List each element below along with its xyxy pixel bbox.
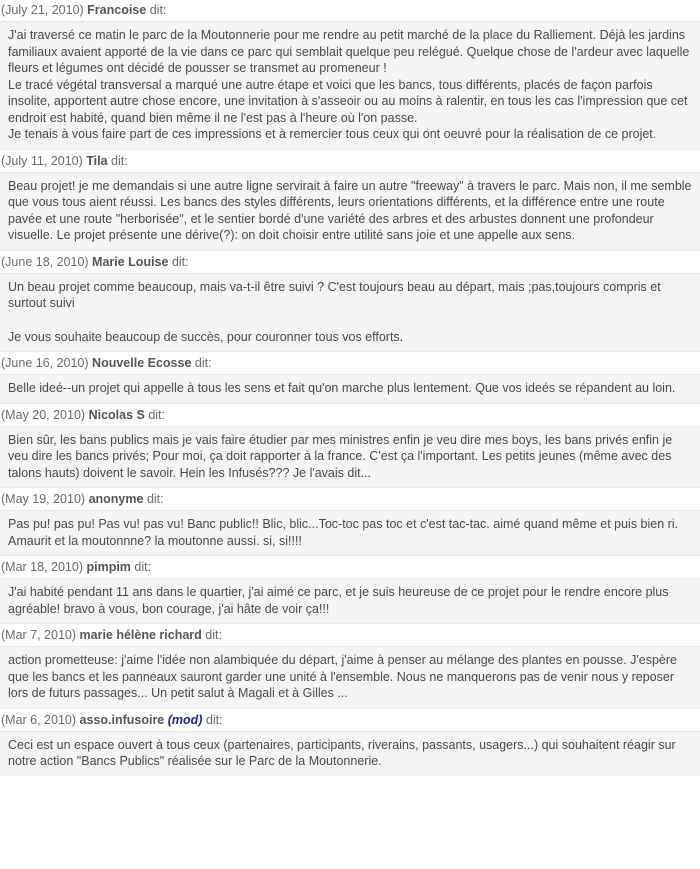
comment-said-label: dit: [146,492,164,506]
comment-paragraph: Je tenais à vous faire part de ces impressions et à remercier tous ceux qui ont oeuvré pour la réalisation de ce projet. [8,127,657,141]
comment-item [0,0,700,149]
comment-item [0,555,700,623]
comment-date: (June 16, 2010) [1,356,89,370]
comment-said-label: dit: [171,254,189,269]
comment-item [0,403,700,488]
comment-date: (May 20, 2010) [1,407,86,422]
comment-body [0,426,700,488]
comment-header [0,351,700,372]
comment-said-label: dit: [205,628,222,642]
comment-header [0,0,700,19]
comment-paragraph: Un beau projet comme beaucoup, mais va-t-il être suivi ? C'est toujours beau au départ, mais ;pas,toujours compris et surtout suivi [8,279,661,310]
comment-paragraph: Le tracé végétal transversal a marqué une autre étape et voici que les bancs, tous différents, placés de façon parfois insolite, apportent autre chose encore, une invitation à s'asseoir ou au moins à ralentir, en tous les cas l'impression que cet endroit est habité, quand bien même il ne l'est pas à l'heure où l'on passe. [8,77,688,125]
comment-header [0,403,700,424]
comment-paragraph: J'ai habité pendant 11 ans dans le quartier, j'ai aimé ce parc, et je suis heureuse de ce projet pour le rendre encore plus agréable! bravo à vous, bon courage, j'ai hâte de voir ça!!! [8,585,669,616]
comment-header [0,708,700,729]
comment-body [0,731,700,776]
comment-paragraph: Belle ideé--un projet qui appelle à tous les sens et fait qu'on marche plus lentement. Que vos ideés se répandent au loin. [8,381,676,395]
comment-author: marie hélène richard [79,628,202,642]
comment-header [0,250,700,271]
comment-paragraph: Pas pu! pas pu! Pas vu! pas vu! Banc public!! Blic, blic...Toc-toc pas toc et c'est tac-tac. aimé quand même et puis bien ri. Amaurit et la moutonnne? la moutonne aussi. si, si!!!! [8,517,679,548]
comment-header [0,487,700,508]
comment-author: anonyme [88,492,144,506]
comment-date: (Mar 7, 2010) [1,628,77,642]
comment-date: (Mar 18, 2010) [1,560,83,574]
comment-item [0,351,700,403]
comment-date: (May 19, 2010) [1,492,86,506]
comment-paragraph: Je vous souhaite beaucoup de succès, pour couronner tous vos efforts. [8,329,404,344]
comment-item [0,250,700,352]
comment-author: Marie Louise [92,254,169,269]
comment-paragraph: Beau projet! je me demandais si une autre ligne servirait à faire un autre "freeway" à travers le parc. Mais non, il me semble que vous tous aient réussi. Les bancs des styles différents, leurs orientations différents, et la différence entre une route pavée et une route "herborisée", et le sentier bordé d'une variété des arbres et des arbustes donnent une profondeur visuelle. Le projet présente une dérive(?): on doit choisir entre utilité sans joie et une appelle aux sens. [8,178,692,242]
comment-said-label: dit: [148,407,166,422]
comment-header [0,149,700,170]
comment-item [0,708,700,776]
comment-paragraph: Bien sûr, les bans publics mais je vais faire étudier par mes ministres enfin je veu dire mes boys, les bans privés enfin je veu dire les bancs privés; Pour moi, ça doit rapporter à la france. C'est ça l'important. Les petits jeunes (même avec des talons hauts) doivent le savoir. Hein les Infusés??? Je l'avais dit... [8,432,673,480]
comment-said-label: dit: [111,153,128,168]
comment-header [0,623,700,644]
comment-author: Nicolas S [88,407,145,422]
comment-date: (June 18, 2010) [1,254,89,269]
comment-paragraph: action prometteuse: j'aime l'idée non alambiquée du départ, j'aime à penser au mélange des plantes en pousse. J'espère que les bancs et les panneaux sauront garder une unité à l'ensemble. Nous ne manquerons pas de venir nous y reposer lors de futurs passages... Un petit salut à Magali et à Gilles ... [8,653,677,700]
comment-header [0,555,700,576]
comment-author: Nouvelle Ecosse [92,356,192,370]
comment-author: pimpim [86,560,131,574]
comment-item [0,623,700,708]
comment-body [0,172,700,250]
comment-said-label: dit: [149,3,167,17]
comment-body [0,646,700,708]
comment-date: (July 21, 2010) [1,3,84,17]
comment-said-label: dit: [134,560,152,574]
comment-author: Tila [86,153,108,168]
comment-body [0,510,700,555]
comment-body [0,273,700,352]
comment-paragraph: J'ai traversé ce matin le parc de la Moutonnerie pour me rendre au petit marché de la place du Ralliement. Déjà les jardins familiaux avaient apporté de la vie dans ce parc qui semblait quelque peu relégué. Quelque chose de l'ardeur avec laquelle fleurs et légumes ont décidé de pousser se transmet au promeneur ! [8,28,690,75]
comment-said-label: dit: [194,356,212,370]
comment-date: (Mar 6, 2010) [1,712,77,727]
comment-author: asso.infusoire [79,712,165,727]
comment-paragraph: Ceci est un espace ouvert à tous ceux (partenaires, participants, riverains, passants, usagers...) qui souhaitent réagir sur notre action "Bancs Publics" réalisée sur le Parc de la Moutonnerie. [8,737,676,768]
comment-item [0,149,700,250]
comment-body [0,21,700,149]
comment-author: Francoise [87,3,147,17]
comment-body [0,374,700,403]
comment-body [0,578,700,623]
moderator-badge: (mod) [167,712,203,727]
comment-said-label: dit: [205,712,223,727]
comment-date: (July 11, 2010) [1,153,83,168]
comment-item [0,487,700,555]
